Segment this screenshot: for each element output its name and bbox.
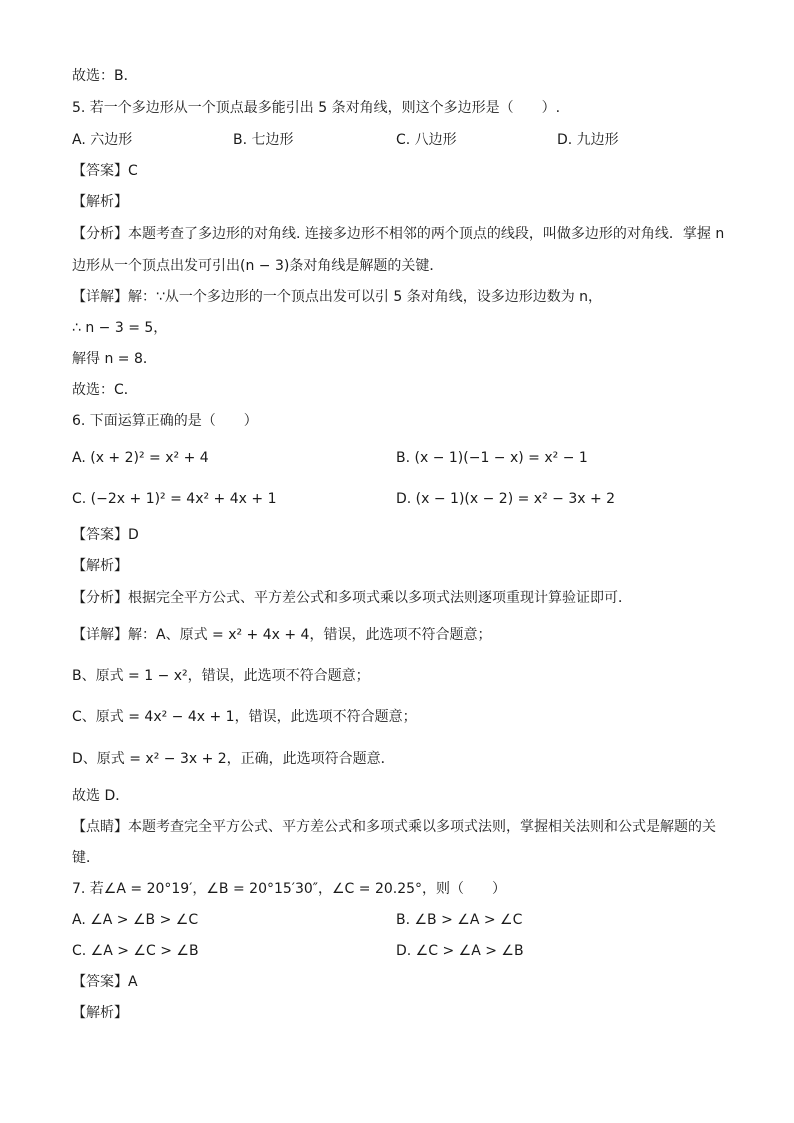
answer-5: 【答案】C [72,163,138,179]
choice-6: 故选 D． [72,788,130,804]
detail-6-a: 【详解】解：A、原式 = x² + 4x + 4，错误，此选项不符合题意； [72,627,492,643]
detail-6-d: D、原式 = x² − 3x + 2，正确，此选项符合题意． [72,751,395,767]
q5-option-d: D. 九边形 [557,132,619,148]
q7-option-b: B. ∠B > ∠A > ∠C [396,912,523,928]
detail-5-line-3: 解得 n = 8． [72,351,157,367]
analysis-heading: 【解析】 [72,558,128,574]
analysis-5-line-1: 【分析】本题考查了多边形的对角线. 连接多边形不相邻的两个顶点的线段，叫做多边形的对角线．掌握 n [72,226,725,242]
analysis-heading: 【解析】 [72,194,128,210]
q5-option-c: C. 八边形 [396,132,457,148]
detail-6-b: B、原式 = 1 − x²，错误，此选项不符合题意； [72,668,370,684]
choice-5: 故选：C． [72,382,138,398]
comment-6-line-1: 【点睛】本题考查完全平方公式、平方差公式和多项式乘以多项式法则，掌握相关法则和公式是解题的关 [72,819,716,835]
answer-6: 【答案】D [72,527,139,543]
analysis-6: 【分析】根据完全平方公式、平方差公式和多项式乘以多项式法则逐项重现计算验证即可． [72,590,632,606]
question-5: 5. 若一个多边形从一个顶点最多能引出 5 条对角线，则这个多边形是（ ）. [72,100,561,116]
answer-7: 【答案】A [72,974,138,990]
question-6: 6. 下面运算正确的是（ ） [72,413,258,429]
text-line: 故选：B． [72,68,138,84]
analysis-heading: 【解析】 [72,1005,128,1021]
q6-option-a: A. (x + 2)² = x² + 4 [72,450,209,466]
analysis-5-line-2: 边形从一个顶点出发可引出(n − 3)条对角线是解题的关键． [72,258,444,274]
q6-option-c: C. (−2x + 1)² = 4x² + 4x + 1 [72,491,277,507]
q6-option-b: B. (x − 1)(−1 − x) = x² − 1 [396,450,588,466]
detail-5-line-2: ∴ n − 3 = 5， [72,320,168,336]
comment-6-line-2: 键． [72,850,100,866]
question-7: 7. 若∠A = 20°19′，∠B = 20°15′30″，∠C = 20.25°，则（ ） [72,881,507,897]
detail-6-c: C、原式 = 4x² − 4x + 1，错误，此选项不符合题意； [72,709,417,725]
q5-option-a: A. 六边形 [72,132,133,148]
detail-5-line-1: 【详解】解：∵从一个多边形的一个顶点出发可以引 5 条对角线，设多边形边数为 n， [72,289,603,305]
q7-option-c: C. ∠A > ∠C > ∠B [72,943,199,959]
q5-option-b: B. 七边形 [233,132,294,148]
q7-option-a: A. ∠A > ∠B > ∠C [72,912,199,928]
q7-option-d: D. ∠C > ∠A > ∠B [396,943,524,959]
q6-option-d: D. (x − 1)(x − 2) = x² − 3x + 2 [396,491,616,507]
